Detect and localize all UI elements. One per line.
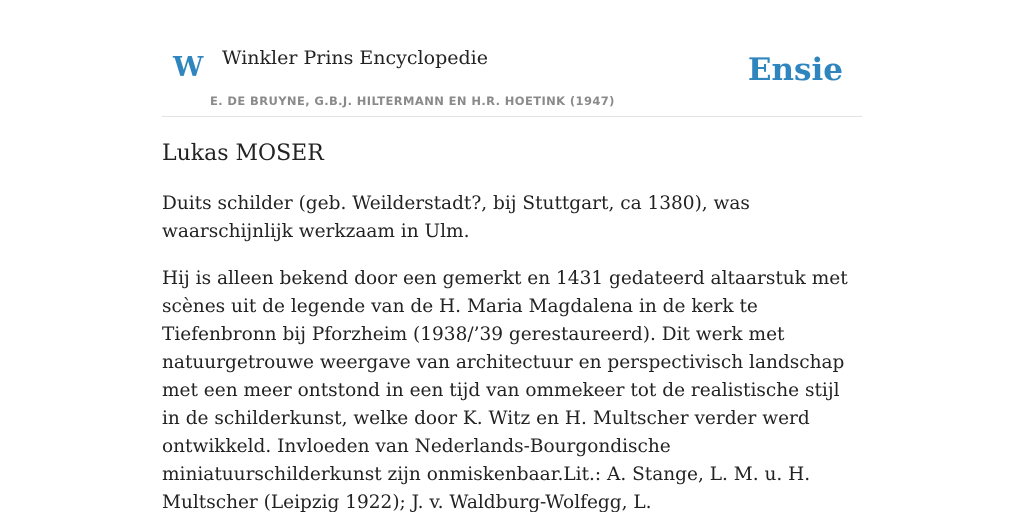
encyclopedia-title-link[interactable]: Winkler Prins Encyclopedie: [222, 47, 488, 69]
encyclopedia-logo-icon[interactable]: W: [173, 52, 204, 83]
entry-title: Lukas MOSER: [162, 141, 324, 166]
encyclopedia-authors: E. DE BRUYNE, G.B.J. HILTERMANN EN H.R. HOETINK (1947): [210, 94, 615, 108]
article-paragraph-1: Duits schilder (geb. Weilderstadt?, bij Stuttgart, ca 1380), was waarschijnlijk werkzaam in Ulm.: [162, 193, 750, 242]
ensie-logo-link[interactable]: Ensie: [747, 52, 843, 88]
encyclopedia-header: [162, 40, 862, 117]
article-content: [162, 138, 862, 512]
article-paragraph-2: Hij is alleen bekend door een gemerkt en 1431 gedateerd altaarstuk met scènes uit de legende van de H. Maria Magdalena in de kerk te Tiefenbronn bij Pforzheim (1938/’39 gerestaureerd). Dit werk met natuurgetrouwe weergave van architectuur en perspectivisch landschap met een meer ontstond in een tijd van ommekeer tot de realistische stijl in de schilderkunst, welke door K. Witz en H. Multscher verder werd ontwikkeld. Invloeden van Nederlands-Bourgondische miniatuurschilderkunst zijn onmiskenbaar.Lit.: A. Stange, L. M. u. H. Multscher (Leipzig 1922); J. v. Waldburg-Wolfegg, L.: [162, 268, 848, 512]
